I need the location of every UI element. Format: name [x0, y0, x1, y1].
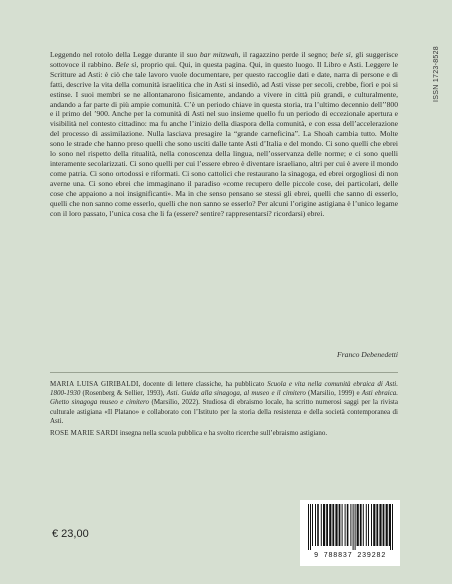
blurb-segment: Bele sì — [115, 59, 137, 69]
author-1-name: MARIA LUISA GIRIBALDI — [50, 380, 139, 388]
barcode-bar — [386, 504, 388, 546]
barcode-bar — [392, 504, 393, 550]
barcode-bar — [332, 504, 334, 546]
issn-label: ISSN 1723-8528 — [433, 46, 440, 102]
barcode-bar — [350, 504, 351, 546]
blurb-text — [50, 50, 398, 218]
barcode-bar — [326, 504, 328, 546]
blurb-segment: , il ragazzino perde il segno; — [238, 50, 331, 59]
author-bios — [50, 380, 398, 441]
divider-line — [50, 372, 398, 373]
bio-1-segment: (Marsilio, 2022). Studiosa di ebraismo locale, ha scritto numerosi saggi per la rivista culturale astigiana «Il Platano» e collaborato con l’Istituto per la storia della resistenza e della società contemporanea di Asti. — [50, 398, 398, 425]
blurb-signature: Franco Debenedetti — [337, 350, 398, 359]
barcode-bar — [357, 504, 359, 546]
bio-author-2 — [50, 429, 398, 438]
blurb-segment: , gli suggerisce sottovoce il rabbino. — [50, 50, 398, 69]
barcode-bar — [323, 504, 325, 546]
price-label: € 23,00 — [52, 528, 89, 540]
bio-1-segment: (Marsilio, 1999) e — [305, 389, 362, 398]
barcode-bar — [373, 504, 375, 546]
barcode-bar — [315, 504, 316, 546]
barcode-bar — [345, 504, 346, 546]
barcode-bar — [390, 504, 391, 550]
barcode-bar — [383, 504, 385, 546]
barcode-bar — [379, 504, 381, 546]
blurb-segment: Leggendo nel rotolo della Legge durante il suo — [50, 50, 200, 59]
barcode-bar — [308, 504, 309, 550]
barcode-bar — [368, 504, 369, 546]
barcode-bar — [363, 504, 364, 546]
bio-1-segment: Scuola e vita nella comunità ebraica di Asti. 1800-1930 — [50, 380, 398, 398]
author-2-name: ROSE MARIE SARDI — [50, 429, 119, 438]
barcode-bar — [347, 504, 349, 546]
bio-1-segment: Asti. Guida alla sinagoga, al museo e il cimitero — [166, 389, 306, 398]
barcode-bar — [360, 504, 362, 546]
blurb-segment: bar mitzwah — [199, 50, 239, 59]
bio-1-segment: (Rosenberg & Sellier, 1993), — [80, 389, 167, 398]
barcode-bar — [339, 504, 341, 546]
barcode-bar — [353, 504, 354, 550]
blurb-segment: bele sì — [330, 50, 351, 59]
blurb-paragraph — [50, 50, 398, 218]
barcode-bar — [317, 504, 319, 546]
barcode-bar — [376, 504, 378, 546]
barcode-number: 9 788837 239282 — [313, 552, 386, 560]
barcode-bar — [312, 504, 313, 546]
bio-1-segment: , docente di lettere classiche, ha pubblicato — [138, 380, 268, 388]
bio-author-1 — [50, 380, 398, 426]
blurb-segment: , proprio qui. Qui, in questa pagina. Qui, in questo luogo. Il Libro e Asti. Leggere le Scritture ad Asti: è ciò che tale lavoro vuole documentare, per questo raccoglie dati e date, narra di persone e di fatti, descrive la vita della comunità israelitica che in Asti si insediò, ad Asti visse per secoli, crebbe, fiorì e poi si estinse. I suoi membri se ne allontanarono fisicamente, andando a vivere in città più grandi, e culturalmente, andando a far parte di più ampie comunità. C’è un periodo chiave in questa storia, tra l’ultimo decennio dell’’800 e il primo del ’900. Anche per la comunità di Asti nel suo insieme quello fu un periodo di eccezionale apertura e visibilità nel contesto cittadino: ma fu anche l’inizio della diaspora della comunità, e con essa dell’accelerazione del processo di assimilazione. Nulla lasciava presagire la “grande carneficina”. La Shoah cambia tutto. Molte sono le strade che hanno preso quelli che sono usciti dalle tante Asti d’Italia e del mondo. Ci sono quelli che ebrei lo sono nel rispetto della ritualità, nella conoscenza della lingua, nell’osservanza delle norme; e ci sono quelli interamente secolarizzati. Ci sono quelli per cui l’essere ebreo è diventare israeliano, altri per cui è avere il mondo come patria. Ci sono ortodossi e riformati. Ci sono cattolici che restaurano la sinagoga, ed ebrei orgogliosi di non averne una. Ci sono ebrei che immaginano il paradiso «come recupero delle piccole cose, dei particolari, delle cose che appaiono a noi insignificanti». Ma in che senso pensano se stessi gli ebrei, quelli che sanno di esserlo, quelli che non sanno come esserlo, quelli che non sanno se esserlo? Per alcuni l’origine astigiana è l’unico legame con il loro passato, l’unica cosa che li fa (essere? sentire? rappresentarsi? ricordarsi) ebrei. — [50, 59, 399, 218]
barcode — [300, 500, 400, 566]
barcode-bar — [342, 504, 343, 546]
bio-1-segment: Asti ebraica. Ghetto sinagoga museo e cimitero — [50, 389, 398, 407]
barcode-bars-icon — [306, 504, 394, 550]
barcode-bar — [371, 504, 372, 546]
barcode-bar — [355, 504, 356, 550]
barcode-bar — [366, 504, 367, 546]
barcode-bar — [335, 504, 337, 546]
author-2-text: insegna nella scuola pubblica e ha svolto ricerche sull’ebraismo astigiano. — [118, 429, 328, 438]
barcode-bar — [321, 504, 322, 546]
barcode-bar — [329, 504, 331, 546]
barcode-bar — [310, 504, 311, 550]
